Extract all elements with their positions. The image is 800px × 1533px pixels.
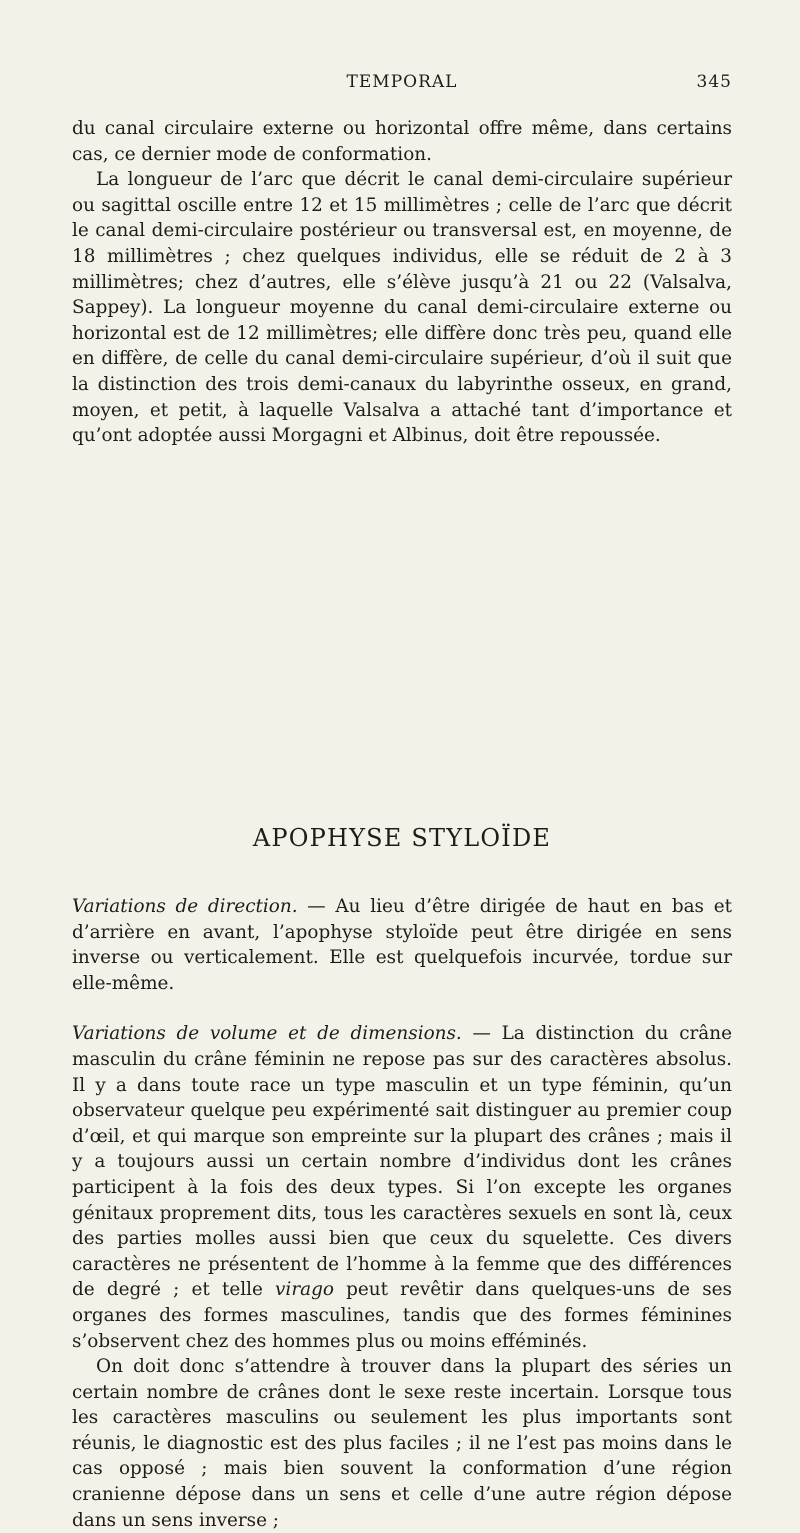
paragraph-continued: du canal circulaire externe ou horizontal offre même, dans certains cas, ce dernier mode de conformation. xyxy=(72,118,732,165)
paragraph-direction xyxy=(72,894,732,996)
section-heading: APOPHYSE STYLOÏDE xyxy=(252,824,552,852)
running-title: TEMPORAL xyxy=(346,72,458,92)
body-text-top xyxy=(72,116,732,449)
paragraph-volume xyxy=(72,1021,732,1354)
paragraph-volume-lead: Variations de volume et de dimensions. xyxy=(72,1023,462,1045)
paragraph-volume-text: — La distinction du crâne masculin du crâne féminin ne repose pas sur des caractères absolus. Il y a dans toute race un type masculin et un type féminin, qu’un observateur quelque peu expérimenté sait distinguer au premier coup d’œil, et qui marque son empreinte sur la plupart des crânes ; mais il y a toujours aussi un certain nombre d’individus dont les crânes participent à la fois des deux types. Si l’on excepte les organes génitaux proprement dits, tous les caractères sexuels en sont là, ceux des parties molles aussi bien que ceux du squelette. Ces divers caractères ne présentent de l’homme à la femme que des différences de degré ; et telle xyxy=(72,1023,732,1301)
paragraph-volume-tail: peut revêtir dans quelques-uns de ses organes des formes masculines, tandis que des formes féminines s’observent chez des hommes plus ou moins efféminés. xyxy=(72,1279,732,1352)
paragraph-uncertain-sex: On doit donc s’attendre à trouver dans la plupart des séries un certain nombre de crânes dont le sexe reste incertain. Lorsque tous les caractères masculins ou seulement les plus importants sont réunis, le diagnostic est des plus faciles ; il ne l’est pas moins dans le cas opposé ; mais bien souvent la conformation d’une région cranienne dépose dans un sens et celle d’une autre région dépose dans un sens inverse ; xyxy=(72,1356,732,1531)
paragraph-canal-lengths: La longueur de l’arc que décrit le canal demi-circulaire supérieur ou sagittal oscille entre 12 et 15 millimètres ; celle de l’arc que décrit le canal demi-circulaire postérieur ou transversal est, en moyenne, de 18 millimètres ; chez quelques individus, elle se réduit de 2 à 3 millimètres; chez d’autres, elle s’élève jusqu’à 21 ou 22 (Valsalva, Sappey). La longueur moyenne du canal demi-circulaire externe ou horizontal est de 12 millimètres; elle diffère donc très peu, quand elle en diffère, de celle du canal demi-circulaire supérieur, d’où il suit que la distinction des trois demi-canaux du labyrinthe osseux, en grand, moyen, et petit, à laquelle Valsalva a attaché tant d’importance et qu’ont adoptée aussi Morgagni et Albinus, doit être repoussée. xyxy=(72,169,732,447)
running-head xyxy=(72,72,732,100)
paragraph-volume-italic-word: virago xyxy=(275,1279,334,1301)
body-text-bottom xyxy=(72,894,732,1533)
paragraph-direction-text: — Au lieu d’être dirigée de haut en bas et d’arrière en avant, l’apophyse styloïde peut être dirigée en sens inverse ou verticalement. Elle est quelquefois incurvée, tordue sur elle-même. xyxy=(72,896,732,994)
paragraph-direction-lead: Variations de direction. xyxy=(72,896,298,917)
page-number: 345 xyxy=(696,72,732,92)
paragraph-spacer xyxy=(72,996,732,1021)
